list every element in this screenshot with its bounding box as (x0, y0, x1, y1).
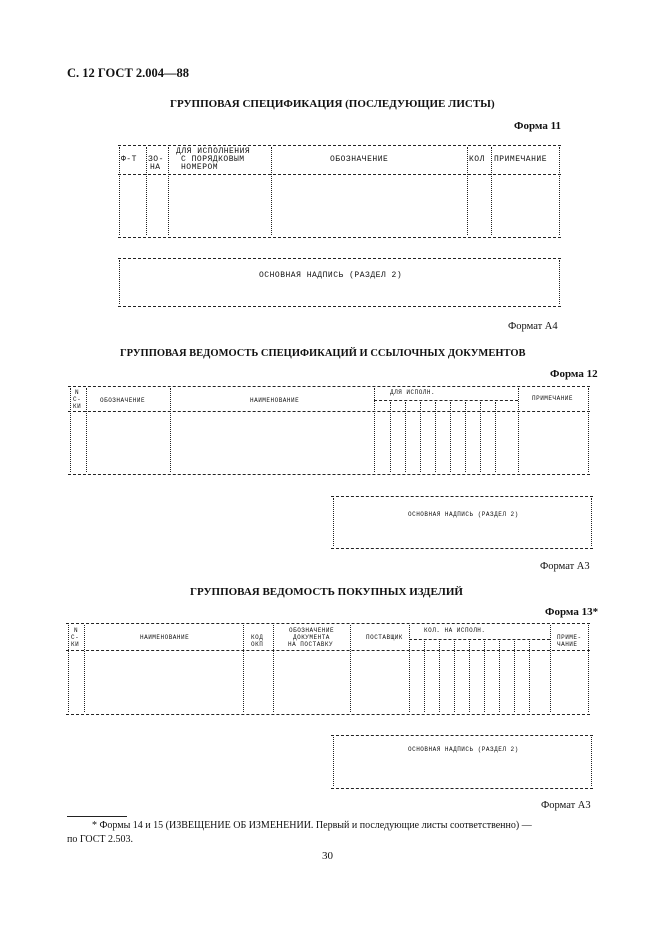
column-divider (170, 388, 171, 472)
column-divider (146, 147, 147, 235)
main-inscription: ОСНОВНАЯ НАДПИСЬ (РАЗДЕЛ 2) (408, 511, 519, 518)
title-block-top (118, 258, 561, 259)
col-header-num-2: С- (71, 634, 80, 641)
title-block-bottom (118, 306, 561, 307)
column-divider (550, 625, 551, 712)
main-inscription: ОСНОВНАЯ НАДПИСЬ (РАЗДЕЛ 2) (259, 271, 403, 280)
table-border-top (68, 386, 590, 387)
col-header-doc-3: НА ПОСТАВКУ (288, 641, 334, 648)
form12-label: Форма 12 (550, 368, 598, 380)
col-header-name: НАИМЕНОВАНИЕ (250, 397, 300, 404)
col-header-zone-2: НА (150, 163, 161, 172)
col-header-note: ПРИМЕЧАНИЕ (532, 395, 574, 402)
qty-column-divider (439, 641, 440, 712)
table-header-divider (66, 650, 590, 651)
form12-format: Формат А3 (540, 561, 590, 572)
table-border-top (118, 145, 561, 146)
title-block-side (591, 737, 592, 786)
col-header-supplier: ПОСТАВЩИК (366, 634, 403, 641)
page-number: 30 (322, 850, 333, 862)
footnote-text: * Формы 14 и 15 (ИЗВЕЩЕНИЕ ОБ ИЗМЕНЕНИИ. Первый и последующие листы соответственно) — (92, 820, 532, 831)
table-border-bottom (68, 474, 590, 475)
table-border-bottom (66, 714, 590, 715)
qty-column-divider (514, 641, 515, 712)
column-divider (588, 388, 589, 472)
col-header-num: N (75, 389, 80, 396)
col-header-format: Ф-Т (121, 155, 137, 164)
title-block-side (333, 737, 334, 786)
variant-column-divider (465, 402, 466, 472)
variant-subdivider (374, 400, 518, 401)
column-divider (491, 147, 492, 235)
form13-label: Форма 13* (545, 606, 599, 618)
col-header-variant-2: С ПОРЯДКОВЫМ (181, 155, 245, 164)
form13-format: Формат А3 (541, 800, 591, 811)
variant-column-divider (495, 402, 496, 472)
col-header-zone: ЗО- (148, 155, 164, 164)
variant-column-divider (390, 402, 391, 472)
col-header-qty: КОЛ (469, 155, 485, 164)
table-header-divider (68, 411, 590, 412)
qty-column-divider (484, 641, 485, 712)
col-header-code-2: ОКП (251, 641, 264, 648)
footnote-text-2: по ГОСТ 2.503. (67, 834, 134, 845)
variant-column-divider (480, 402, 481, 472)
title-block-bottom (331, 788, 593, 789)
variant-column-divider (435, 402, 436, 472)
col-header-doc: ОБОЗНАЧЕНИЕ (289, 627, 335, 634)
qty-column-divider (424, 641, 425, 712)
page-header: С. 12 ГОСТ 2.004—88 (67, 66, 190, 80)
column-divider (84, 625, 85, 712)
title-block-side (559, 260, 560, 304)
form12-title: ГРУППОВАЯ ВЕДОМОСТЬ СПЕЦИФИКАЦИЙ И ССЫЛОЧНЫХ ДОКУМЕНТОВ (120, 348, 526, 359)
col-header-name: НАИМЕНОВАНИЕ (140, 634, 190, 641)
col-header-num: N (74, 627, 79, 634)
title-block-bottom (331, 548, 593, 549)
col-header-note: ПРИМЕ- (557, 634, 582, 641)
column-divider (559, 147, 560, 235)
table-border-bottom (118, 237, 561, 238)
variant-column-divider (450, 402, 451, 472)
title-block-top (331, 735, 593, 736)
form11-title: ГРУППОВАЯ СПЕЦИФИКАЦИЯ (ПОСЛЕДУЮЩИЕ ЛИСТЫ) (170, 98, 495, 110)
col-header-note-2: ЧАНИЕ (557, 641, 578, 648)
column-divider (467, 147, 468, 235)
col-header-variant: ДЛЯ ИСПОЛНЕНИЯ (176, 147, 251, 156)
column-divider (271, 147, 272, 235)
col-header-doc-2: ДОКУМЕНТА (293, 634, 330, 641)
title-block-side (591, 498, 592, 546)
table-header-divider (118, 174, 561, 175)
title-block-side (119, 260, 120, 304)
column-divider (350, 625, 351, 712)
footnote-rule (67, 816, 127, 817)
qty-column-divider (469, 641, 470, 712)
variant-column-divider (405, 402, 406, 472)
qty-column-divider (529, 641, 530, 712)
qty-subdivider (409, 639, 550, 640)
qty-column-divider (454, 641, 455, 712)
col-header-variant-3: НОМЕРОМ (181, 163, 219, 172)
col-header-num-3: КИ (73, 403, 82, 410)
column-divider (70, 388, 71, 472)
form11-label: Форма 11 (514, 120, 561, 132)
main-inscription: ОСНОВНАЯ НАДПИСЬ (РАЗДЕЛ 2) (408, 746, 519, 753)
column-divider (86, 388, 87, 472)
column-divider (119, 147, 120, 235)
col-header-designation: ОБОЗНАЧЕНИЕ (330, 155, 389, 164)
col-header-qty: КОЛ. НА ИСПОЛН. (424, 627, 486, 634)
column-divider (588, 625, 589, 712)
col-header-code: КОД (251, 634, 264, 641)
qty-column-divider (499, 641, 500, 712)
form11-format: Формат А4 (508, 321, 558, 332)
column-divider (68, 625, 69, 712)
col-header-note: ПРИМЕЧАНИЕ (494, 155, 548, 164)
col-header-num-2: С- (73, 396, 82, 403)
title-block-side (333, 498, 334, 546)
column-divider (243, 625, 244, 712)
column-divider (273, 625, 274, 712)
col-header-num-3: КИ (71, 641, 80, 648)
title-block-top (331, 496, 593, 497)
column-divider (518, 388, 519, 472)
table-border-top (66, 623, 590, 624)
column-divider (168, 147, 169, 235)
col-header-variant: ДЛЯ ИСПОЛН. (390, 389, 436, 396)
col-header-designation: ОБОЗНАЧЕНИЕ (100, 397, 146, 404)
variant-column-divider (420, 402, 421, 472)
form13-title: ГРУППОВАЯ ВЕДОМОСТЬ ПОКУПНЫХ ИЗДЕЛИЙ (190, 586, 463, 598)
